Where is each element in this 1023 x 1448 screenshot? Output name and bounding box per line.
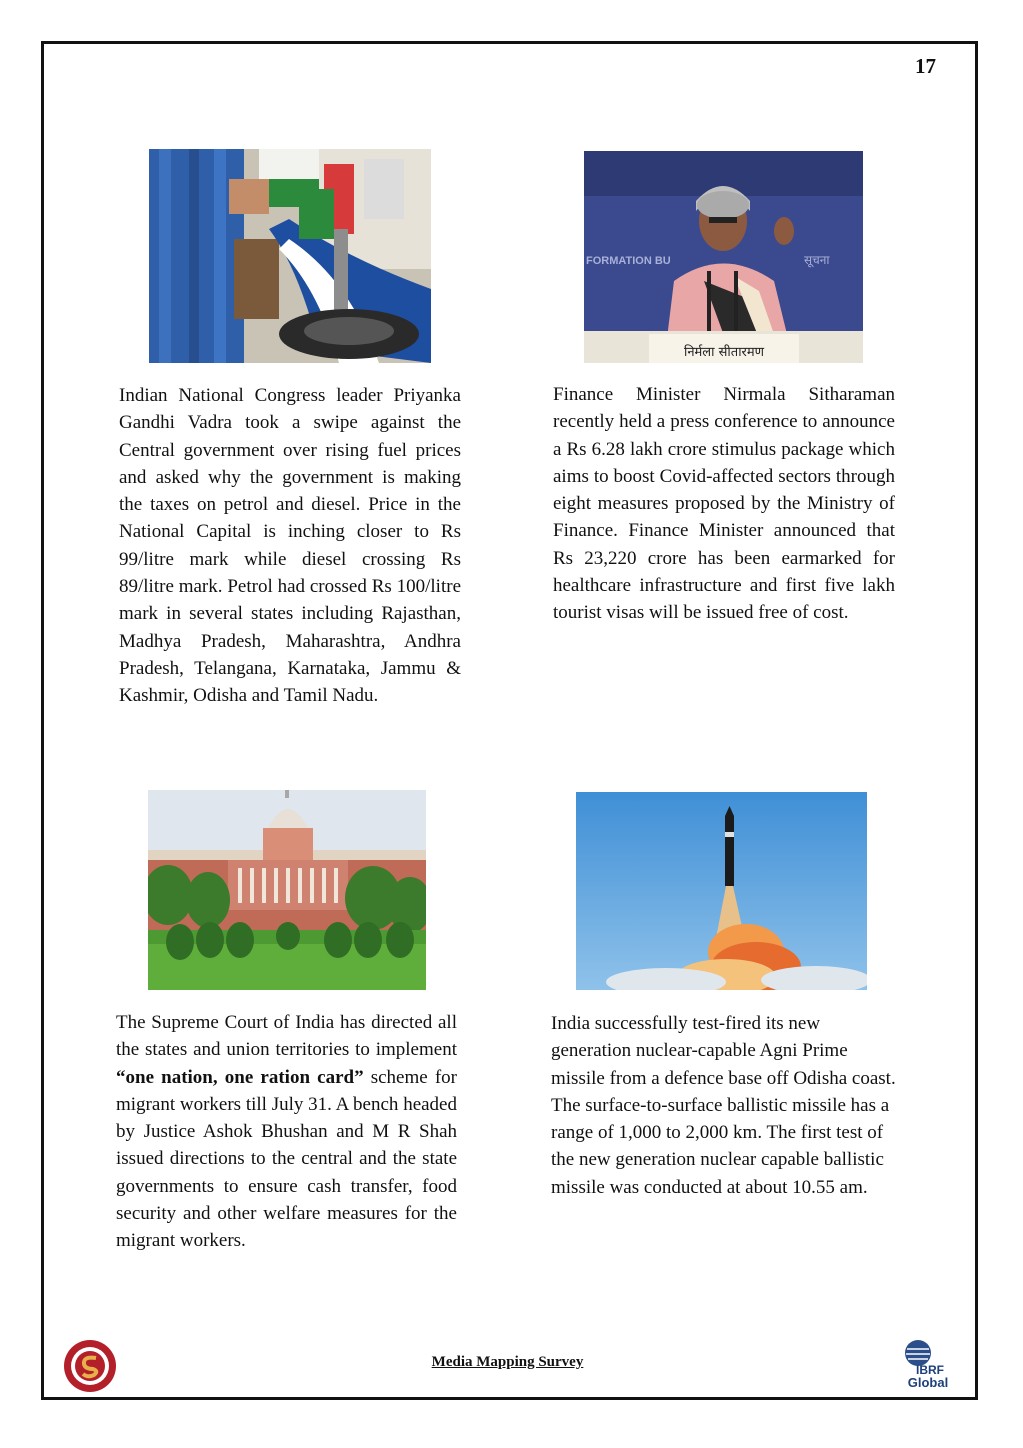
ibrf-logo-line1: IBRF <box>916 1363 944 1377</box>
fuel-pump-photo <box>149 149 431 363</box>
ration-card-text-before: The Supreme Court of India has directed all the states and union territories to implement <box>116 1012 457 1061</box>
agni-prime-article-text: India successfully test-fired its new generation nuclear-capable Agni Prime missile from a defence base off Odisha coast. The surface-to-surface ballistic missile has a range of 1,000 to 2,000 km. The first test of the new generation nuclear capable ballistic missile was conducted at about 10.55 am. <box>551 1013 896 1198</box>
ibrf-logo-line2: Global <box>907 1375 949 1390</box>
footer-title: Media Mapping Survey <box>431 1354 584 1370</box>
fuel-price-article-text: Indian National Congress leader Priyanka Gandhi Vadra took a swipe against the Central government over rising fuel prices and asked why the government is making the taxes on petrol and diesel. Price in the National Capital is inching closer to Rs 99/litre mark while diesel crossing Rs 89/litre mark. Petrol had crossed Rs 100/litre mark in several states including Rajasthan, Madhya Pradesh, Maharashtra, Andhra Pradesh, Telangana, Karnataka, Jammu & Kashmir, Odisha and Tamil Nadu. <box>119 385 461 707</box>
ration-card-article-text <box>116 1009 457 1255</box>
ibrf-global-logo <box>900 1337 956 1393</box>
stimulus-package-article-text: Finance Minister Nirmala Sitharaman recently held a press conference to announce a Rs 6.28 lakh crore stimulus package which aims to boost Covid-affected sectors through eight measures proposed by the Ministry of Finance. Finance Minister announced that Rs 23,220 crore has been earmarked for healthcare infrastructure and first five lakh tourist visas will be issued free of cost. <box>553 384 895 624</box>
backdrop-text: FORMATION BU <box>586 255 671 267</box>
iccpl-logo <box>63 1339 117 1393</box>
missile-launch-photo <box>576 792 867 990</box>
ration-card-text-after: scheme for migrant workers till July 31. A bench headed by Justice Ashok Bhushan and M R Shah issued directions to the central and the state governments to ensure cash transfer, food security and other welfare measures for the migrant workers. <box>116 1066 457 1252</box>
backdrop-hindi-text: सूचना <box>804 253 830 267</box>
nameplate-text: निर्मला सीतारमण <box>683 345 765 360</box>
ration-card-scheme-name: “one nation, one ration card” <box>116 1066 364 1088</box>
finance-minister-photo <box>584 151 863 363</box>
supreme-court-photo <box>148 790 426 990</box>
page-number: 17 <box>915 54 936 78</box>
